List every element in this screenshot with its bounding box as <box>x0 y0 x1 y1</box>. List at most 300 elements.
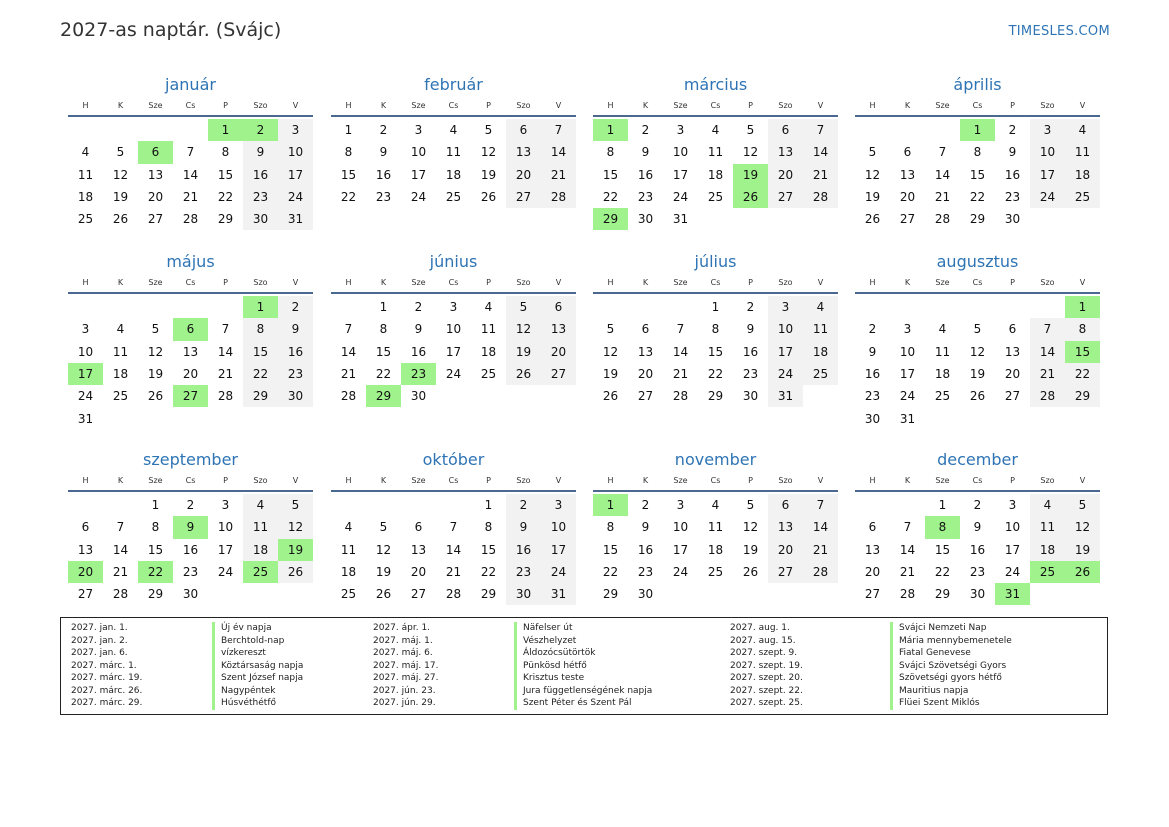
month-calendar <box>68 74 313 230</box>
day-cell: 26 <box>602 389 619 404</box>
weekday-header <box>331 273 576 294</box>
day-cell-holiday: 25 <box>1030 561 1065 583</box>
weekday-label: Szo <box>778 476 793 485</box>
day-cell: 6 <box>414 520 423 535</box>
day-cell: 14 <box>672 344 689 359</box>
day-cell: 12 <box>742 520 759 535</box>
day-cell: 3 <box>1008 498 1017 513</box>
weekday-label: K <box>642 476 649 485</box>
day-cell-weekend: 23 <box>278 363 313 385</box>
day-cell: 2 <box>868 322 877 337</box>
day-cell: 30 <box>182 587 199 602</box>
weekday-label: P <box>223 101 228 110</box>
day-cell-weekend: 28 <box>1030 385 1065 407</box>
day-cell: 20 <box>1004 367 1021 382</box>
holiday-date: 2027. szept. 19. <box>730 660 803 671</box>
day-cell-weekend: 24 <box>1030 186 1065 208</box>
brand-link[interactable]: TIMESLES.COM <box>1008 24 1110 39</box>
day-cell: 8 <box>151 520 160 535</box>
day-cell: 20 <box>410 565 427 580</box>
day-empty <box>925 119 960 141</box>
day-cell: 31 <box>77 411 94 426</box>
day-cell-holiday: 1 <box>593 119 628 141</box>
day-cell: 9 <box>379 145 388 160</box>
weekday-label: H <box>869 101 876 110</box>
day-cell-weekend: 20 <box>768 539 803 561</box>
weekday-label: Sze <box>673 101 688 110</box>
day-cell: 4 <box>938 322 947 337</box>
day-cell: 25 <box>934 389 951 404</box>
day-cell: 1 <box>484 498 493 513</box>
holiday-name: Berchtold-nap <box>212 635 284 648</box>
weekday-label: P <box>223 278 228 287</box>
holiday-name: Fiatal Genevese <box>890 647 971 660</box>
day-cell-weekend: 3 <box>278 119 313 141</box>
weekday-label: Sze <box>148 101 163 110</box>
day-cell: 13 <box>864 542 881 557</box>
day-empty <box>103 119 138 141</box>
holiday-date: 2027. jún. 29. <box>373 698 436 708</box>
day-cell: 4 <box>711 123 720 138</box>
holiday-date: 2027. márc. 26. <box>71 685 143 696</box>
day-cell: 4 <box>484 300 493 315</box>
day-grid <box>855 494 1100 605</box>
weekday-label: K <box>117 476 124 485</box>
day-cell-weekend: 21 <box>803 539 838 561</box>
day-cell: 28 <box>672 389 689 404</box>
day-cell-weekend: 2 <box>506 494 541 516</box>
day-cell: 24 <box>672 190 689 205</box>
day-cell: 19 <box>602 367 619 382</box>
weekday-header <box>855 96 1100 117</box>
weekday-label: Sze <box>673 476 688 485</box>
month-calendar <box>855 251 1100 430</box>
day-cell-holiday: 27 <box>173 385 208 407</box>
weekday-label: H <box>607 278 614 287</box>
day-cell: 14 <box>217 344 234 359</box>
day-cell: 24 <box>410 190 427 205</box>
day-cell: 7 <box>221 322 230 337</box>
day-cell: 1 <box>711 300 720 315</box>
day-cell: 18 <box>707 167 724 182</box>
day-grid <box>593 119 838 230</box>
day-cell: 21 <box>934 190 951 205</box>
day-grid <box>855 119 1100 230</box>
day-cell-weekend: 31 <box>768 385 803 407</box>
day-cell: 26 <box>147 389 164 404</box>
day-cell-weekend: 29 <box>243 385 278 407</box>
day-cell-weekend: 6 <box>541 296 576 318</box>
month-name: január <box>165 75 216 94</box>
day-cell: 19 <box>375 565 392 580</box>
day-cell: 15 <box>602 167 619 182</box>
day-cell: 3 <box>81 322 90 337</box>
day-cell: 2 <box>1008 123 1017 138</box>
day-empty <box>68 296 103 318</box>
day-cell-weekend: 10 <box>1030 141 1065 163</box>
day-cell: 5 <box>116 145 125 160</box>
day-cell: 8 <box>484 520 493 535</box>
holiday-date: 2027. szept. 9. <box>730 648 798 658</box>
day-cell: 22 <box>375 367 392 382</box>
day-cell: 17 <box>672 542 689 557</box>
weekday-label: Szo <box>516 476 531 485</box>
day-cell-weekend: 15 <box>243 341 278 363</box>
day-cell-weekend: 30 <box>278 385 313 407</box>
weekday-label: P <box>223 476 228 485</box>
weekday-label: P <box>486 278 491 287</box>
day-cell: 29 <box>934 587 951 602</box>
day-cell-holiday: 23 <box>401 363 436 385</box>
day-cell: 12 <box>742 145 759 160</box>
day-cell: 5 <box>746 498 755 513</box>
day-cell: 11 <box>934 344 951 359</box>
month-name: szeptember <box>142 450 238 469</box>
day-cell: 3 <box>449 300 458 315</box>
day-grid <box>68 494 313 605</box>
day-cell: 2 <box>641 123 650 138</box>
day-cell: 17 <box>445 344 462 359</box>
day-cell: 25 <box>707 190 724 205</box>
holiday-date: 2027. ápr. 1. <box>373 623 431 633</box>
day-cell: 24 <box>672 565 689 580</box>
day-cell: 13 <box>637 344 654 359</box>
day-cell: 15 <box>707 344 724 359</box>
day-cell-holiday: 25 <box>243 561 278 583</box>
day-cell-weekend: 23 <box>243 186 278 208</box>
day-cell: 24 <box>445 367 462 382</box>
day-cell: 3 <box>221 498 230 513</box>
day-empty <box>995 296 1030 318</box>
day-cell: 11 <box>480 322 497 337</box>
weekday-label: Szo <box>778 101 793 110</box>
day-empty <box>103 296 138 318</box>
weekday-label: H <box>869 476 876 485</box>
holiday-date: 2027. máj. 17. <box>373 660 439 671</box>
day-cell-weekend: 3 <box>768 296 803 318</box>
day-cell-holiday: 29 <box>366 385 401 407</box>
weekday-label: K <box>380 278 387 287</box>
day-empty <box>436 494 471 516</box>
day-cell: 16 <box>637 542 654 557</box>
day-cell: 21 <box>182 190 199 205</box>
holiday-date: 2027. jún. 23. <box>373 685 436 696</box>
day-cell-weekend: 17 <box>278 164 313 186</box>
day-cell: 29 <box>147 587 164 602</box>
page-title: 2027-as naptár. (Svájc) <box>60 19 282 41</box>
day-cell-weekend: 5 <box>1065 494 1100 516</box>
weekday-label: K <box>117 101 124 110</box>
weekday-label: V <box>292 101 299 110</box>
month-name: március <box>683 75 748 94</box>
month-name: október <box>422 450 485 469</box>
day-cell: 7 <box>938 145 947 160</box>
day-cell-weekend: 26 <box>278 561 313 583</box>
day-cell: 28 <box>340 389 357 404</box>
day-cell: 23 <box>637 565 654 580</box>
day-cell: 2 <box>379 123 388 138</box>
holiday-date: 2027. aug. 15. <box>730 635 796 646</box>
day-cell-weekend: 30 <box>506 583 541 605</box>
day-cell: 29 <box>480 587 497 602</box>
day-cell-holiday: 15 <box>1065 341 1100 363</box>
holiday-name: Húsvéthétfő <box>212 697 276 710</box>
weekday-label: P <box>748 101 753 110</box>
weekday-label: Sze <box>935 476 950 485</box>
weekday-label: Cs <box>972 476 983 485</box>
day-cell: 22 <box>707 367 724 382</box>
day-cell: 16 <box>410 344 427 359</box>
day-cell: 21 <box>340 367 357 382</box>
weekday-label: Sze <box>935 278 950 287</box>
day-cell: 6 <box>868 520 877 535</box>
day-cell: 31 <box>899 411 916 426</box>
day-cell: 23 <box>864 389 881 404</box>
day-empty <box>628 296 663 318</box>
weekday-label: K <box>642 101 649 110</box>
day-cell-weekend: 7 <box>1030 318 1065 340</box>
day-cell-weekend: 8 <box>1065 318 1100 340</box>
holiday-name: Krisztus teste <box>514 672 584 685</box>
day-cell: 14 <box>340 344 357 359</box>
day-cell: 9 <box>1008 145 1017 160</box>
day-cell: 5 <box>868 145 877 160</box>
weekday-label: Sze <box>411 101 426 110</box>
day-cell: 3 <box>903 322 912 337</box>
weekday-header <box>68 471 313 492</box>
day-cell-weekend: 28 <box>541 186 576 208</box>
day-cell: 11 <box>707 145 724 160</box>
day-cell: 24 <box>217 565 234 580</box>
day-cell-weekend: 27 <box>541 363 576 385</box>
day-cell-weekend: 6 <box>768 119 803 141</box>
day-cell: 12 <box>969 344 986 359</box>
weekday-label: K <box>904 101 911 110</box>
holiday-name: Svájci Nemzeti Nap <box>890 622 987 635</box>
day-cell: 13 <box>410 542 427 557</box>
day-cell-weekend: 24 <box>541 561 576 583</box>
day-cell: 30 <box>864 411 881 426</box>
month-calendar <box>331 74 576 208</box>
day-cell: 14 <box>445 542 462 557</box>
weekday-label: Sze <box>148 476 163 485</box>
weekday-header <box>593 96 838 117</box>
day-cell: 9 <box>641 520 650 535</box>
day-cell-weekend: 28 <box>803 186 838 208</box>
day-cell-weekend: 12 <box>506 318 541 340</box>
weekday-label: H <box>82 278 89 287</box>
weekday-label: Cs <box>185 278 196 287</box>
day-cell: 19 <box>480 167 497 182</box>
month-name: augusztus <box>936 252 1019 271</box>
day-cell: 8 <box>711 322 720 337</box>
day-cell: 27 <box>77 587 94 602</box>
day-cell: 9 <box>414 322 423 337</box>
day-cell-weekend: 28 <box>803 561 838 583</box>
day-cell: 5 <box>379 520 388 535</box>
holiday-date: 2027. szept. 22. <box>730 685 803 696</box>
day-cell: 9 <box>868 344 877 359</box>
day-cell-weekend: 14 <box>1030 341 1065 363</box>
holiday-name: Szent József napja <box>212 672 303 685</box>
day-cell: 30 <box>410 389 427 404</box>
day-cell-holiday: 1 <box>208 119 243 141</box>
day-cell: 9 <box>746 322 755 337</box>
day-cell-weekend: 13 <box>768 516 803 538</box>
day-cell: 16 <box>1004 167 1021 182</box>
day-cell: 16 <box>637 167 654 182</box>
holiday-name: Nagypéntek <box>212 685 276 698</box>
day-cell-weekend: 26 <box>506 363 541 385</box>
day-cell-holiday: 26 <box>1065 561 1100 583</box>
day-cell-weekend: 6 <box>768 494 803 516</box>
day-cell: 28 <box>934 212 951 227</box>
day-cell: 3 <box>414 123 423 138</box>
weekday-header <box>68 96 313 117</box>
month-name: február <box>424 75 483 94</box>
day-cell: 10 <box>77 344 94 359</box>
day-cell: 10 <box>445 322 462 337</box>
month-name: december <box>937 450 1018 469</box>
weekday-label: P <box>748 278 753 287</box>
day-cell: 11 <box>340 542 357 557</box>
day-empty <box>890 119 925 141</box>
weekday-label: P <box>1010 476 1015 485</box>
day-cell: 7 <box>186 145 195 160</box>
day-empty <box>68 119 103 141</box>
day-cell: 2 <box>414 300 423 315</box>
holiday-date: 2027. jan. 6. <box>71 648 128 658</box>
day-cell: 28 <box>112 587 129 602</box>
day-cell: 1 <box>379 300 388 315</box>
day-cell: 19 <box>112 190 129 205</box>
day-cell: 23 <box>637 190 654 205</box>
weekday-label: Cs <box>710 476 721 485</box>
day-cell: 17 <box>672 167 689 182</box>
weekday-label: Szo <box>1040 476 1055 485</box>
holiday-name: Új év napja <box>212 622 272 635</box>
day-cell: 12 <box>864 167 881 182</box>
day-cell-weekend: 11 <box>1030 516 1065 538</box>
month-calendar <box>593 251 838 407</box>
day-cell: 9 <box>641 145 650 160</box>
weekday-label: H <box>345 278 352 287</box>
day-cell-weekend: 3 <box>1030 119 1065 141</box>
day-cell-holiday: 8 <box>925 516 960 538</box>
month-name: november <box>674 450 757 469</box>
day-cell: 3 <box>676 498 685 513</box>
day-cell-weekend: 27 <box>768 186 803 208</box>
day-cell: 8 <box>606 145 615 160</box>
day-cell: 5 <box>973 322 982 337</box>
weekday-label: P <box>486 101 491 110</box>
day-cell: 31 <box>672 212 689 227</box>
day-empty <box>138 119 173 141</box>
day-cell: 20 <box>899 190 916 205</box>
month-name: június <box>429 252 478 271</box>
day-cell-weekend: 22 <box>243 363 278 385</box>
weekday-label: P <box>1010 278 1015 287</box>
weekday-label: K <box>117 278 124 287</box>
weekday-label: Sze <box>673 278 688 287</box>
day-cell-weekend: 13 <box>541 318 576 340</box>
holiday-date: 2027. máj. 27. <box>373 673 439 683</box>
day-cell: 29 <box>217 212 234 227</box>
day-cell-weekend: 9 <box>243 141 278 163</box>
day-cell: 22 <box>602 565 619 580</box>
day-cell: 16 <box>375 167 392 182</box>
weekday-label: Cs <box>972 101 983 110</box>
day-cell-weekend: 22 <box>1065 363 1100 385</box>
weekday-label: Cs <box>185 476 196 485</box>
day-cell: 15 <box>480 542 497 557</box>
day-cell: 27 <box>864 587 881 602</box>
day-cell: 21 <box>445 565 462 580</box>
day-cell-weekend: 12 <box>1065 516 1100 538</box>
day-empty <box>855 494 890 516</box>
weekday-label: Cs <box>448 278 459 287</box>
month-calendar <box>855 449 1100 605</box>
day-cell: 8 <box>221 145 230 160</box>
day-cell: 5 <box>151 322 160 337</box>
weekday-header <box>331 96 576 117</box>
day-cell: 27 <box>637 389 654 404</box>
day-cell: 10 <box>672 145 689 160</box>
day-empty <box>173 296 208 318</box>
day-cell: 15 <box>375 344 392 359</box>
day-cell: 19 <box>864 190 881 205</box>
day-cell-weekend: 24 <box>768 363 803 385</box>
day-empty <box>890 494 925 516</box>
day-cell-weekend: 6 <box>506 119 541 141</box>
day-cell: 9 <box>973 520 982 535</box>
day-cell-weekend: 17 <box>541 539 576 561</box>
weekday-label: Szo <box>516 101 531 110</box>
day-cell: 18 <box>480 344 497 359</box>
day-cell: 29 <box>969 212 986 227</box>
day-cell-holiday: 17 <box>68 363 103 385</box>
day-cell: 22 <box>934 565 951 580</box>
day-cell: 25 <box>707 565 724 580</box>
day-cell-weekend: 10 <box>278 141 313 163</box>
holiday-date: 2027. máj. 6. <box>373 648 433 658</box>
holiday-date: 2027. szept. 25. <box>730 698 803 708</box>
day-cell-weekend: 21 <box>541 164 576 186</box>
day-cell: 19 <box>147 367 164 382</box>
weekday-label: Cs <box>710 101 721 110</box>
weekday-label: V <box>817 278 824 287</box>
day-cell: 11 <box>445 145 462 160</box>
day-cell: 17 <box>1004 542 1021 557</box>
day-cell-weekend: 11 <box>1065 141 1100 163</box>
day-cell-holiday: 6 <box>173 318 208 340</box>
day-grid <box>855 296 1100 430</box>
weekday-label: V <box>1079 278 1086 287</box>
day-cell: 30 <box>1004 212 1021 227</box>
holiday-date: 2027. máj. 1. <box>373 635 433 646</box>
day-cell: 23 <box>742 367 759 382</box>
weekday-label: V <box>555 101 562 110</box>
day-cell: 2 <box>641 498 650 513</box>
day-cell: 12 <box>602 344 619 359</box>
day-cell-weekend: 4 <box>1065 119 1100 141</box>
day-cell-holiday: 26 <box>733 186 768 208</box>
day-cell-weekend: 11 <box>243 516 278 538</box>
day-cell-holiday: 6 <box>138 141 173 163</box>
day-cell: 21 <box>217 367 234 382</box>
weekday-label: Szo <box>253 278 268 287</box>
weekday-label: H <box>82 101 89 110</box>
